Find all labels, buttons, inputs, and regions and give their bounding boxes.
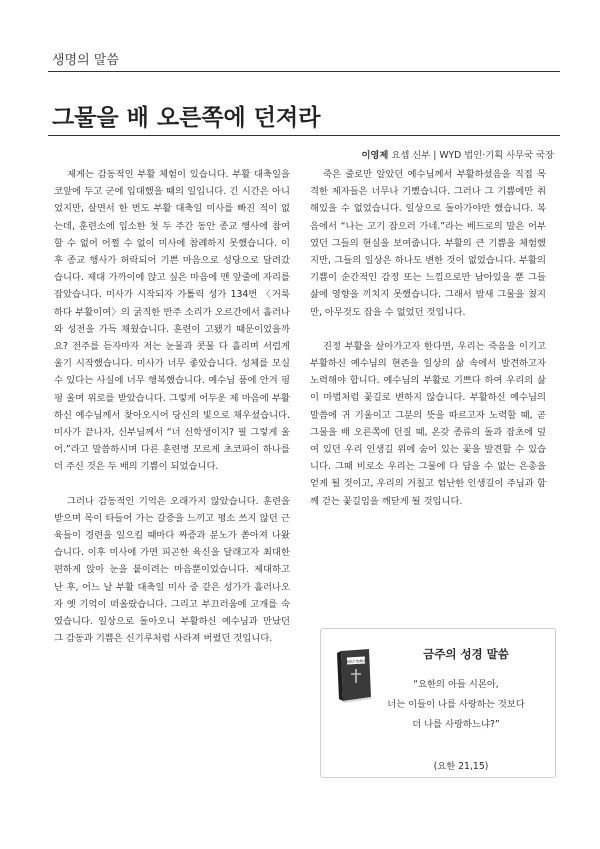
- weekly-verse-box: [320, 628, 556, 778]
- verse-text: [361, 675, 551, 735]
- section-label: 생명의 말씀: [52, 53, 119, 68]
- article-title: 그물을 배 오른쪽에 던져라: [52, 104, 321, 131]
- paragraph: 그러나 감동적인 기억은 오래가지 않았습니다. 훈련을 받으며 목이 타들어 가는 갈증을 느끼고 평소 쓰지 않던 근육들이 경련을 일으킬 때마다 짜증과 분노가 쏟아져 나왔습니다. 이후 미사에 가면 피곤한 육신을 달래고자 최대한 편하게 앉아 눈을 붙이려는 마음뿐이었습니다. 제대하고 난 후, 어느 날 부활 대축일 미사 중 같은 성가가 흘러나오자 옛 기억이 떠올랐습니다. 그리고 부끄러움에 고개를 숙였습니다. 일상으로 돌아오니 부활하신 예수님과 만났던 그 감동과 기쁨은 신기루처럼 사라져 버렸던 것입니다.: [54, 495, 290, 645]
- verse-reference: (요한 21,15): [433, 761, 489, 772]
- paragraph: 죽은 줄로만 알았던 예수님께서 부활하셨음을 직접 목격한 제자들은 너무나 기뻤습니다. 그러나 그 기쁨에만 취해있을 수 없었습니다. 일상으로 돌아가야만 했습니다. 복음에서 “나는 고기 잡으러 가네.”라는 베드로의 말은 어부였던 그들의 현실을 보여줍니다. 부활의 큰 기쁨을 체험했지만, 그들의 일상은 하나도 변한 것이 없었습니다. 부활의 기쁨이 순간적인 감정 또는 느낌으로만 남아있을 뿐 그들 삶에 영향을 끼치지 못했습니다. 그래서 밤새 그물을 쳤지만, 아무것도 잡을 수 없었던 것입니다.: [310, 169, 546, 318]
- author-name: 이영제: [361, 150, 389, 161]
- author-affiliation: WYD 법인·기획 사무국 국장: [439, 150, 554, 161]
- author-title: 요셉 신부: [391, 150, 431, 161]
- right-column: [310, 166, 546, 527]
- verse-heading: 금주의 성경 말씀: [423, 647, 509, 661]
- verse-line: 너는 이들이 나를 사랑하는 것보다: [387, 699, 525, 710]
- verse-line: “요한의 아들 시몬아,: [413, 679, 499, 690]
- verse-line: 더 나를 사랑하느냐?”: [412, 719, 500, 730]
- bible-cover-label: HOLY BIBLE: [345, 658, 367, 665]
- left-column: [54, 166, 290, 664]
- paragraph: 제게는 감동적인 부활 체험이 있습니다. 부활 대축일을 코앞에 두고 군에 입대했을 때의 일입니다. 긴 시간은 아니었지만, 살면서 한 번도 부활 대축일 미사를 빠진 적이 없는데, 훈련소에 입소한 첫 두 주간 동안 종교 행사에 참여할 수 없어 어쩔 수 없이 미사에 참례하지 못했습니다. 이후 종교 행사가 허락되어 기쁜 마음으로 성당으로 달려갔습니다. 제대 가까이에 앉고 싶은 마음에 맨 앞줄에 자리를 잡았습니다. 미사가 시작되자 가톨릭 성가 134번 〈거룩하다 부활이여〉의 굵직한 반주 소리가 오르간에서 흘러나와 성전을 가득 채웠습니다. 훈련이 고됐기 때문이었을까요? 전주를 듣자마자 저는 눈물과 콧물 다 흘리며 서럽게 울기 시작했습니다. 미사가 너무 좋았습니다. 성체를 모실 수 있다는 사실에 너무 행복했습니다. 예수님 품에 안겨 펑펑 울며 위로를 받았습니다. 그렇게 어두운 제 마음에 부활하신 예수님께서 찾아오시어 당신의 빛으로 채우셨습니다. 미사가 끝나자, 신부님께서 “너 신학생이지? 필 그렇게 울어.”라고 말씀하시며 다른 훈련병 모르게 초코파이 하나를 더 주신 것은 두 배의 기쁨이 되었습니다.: [54, 169, 290, 473]
- section-header: [48, 40, 560, 72]
- paragraph: 진정 부활을 살아가고자 한다면, 우리는 죽음을 이기고 부활하신 예수님의 현존을 일상의 삶 속에서 발견하고자 노력해야 합니다. 예수님의 부활로 기쁘다 하여 우리의 삶이 마법처럼 꽃길로 변하지 않습니다. 부활하신 예수님의 말씀에 귀 기울이고 그분의 뜻을 따르고자 노력할 때, 곧 그물을 배 오른쪽에 던질 때, 온갖 종류의 돌과 잡초에 덮여 있던 우리 인생길 위에 숨어 있는 꽃을 발견할 수 있습니다. 그때 비로소 우리는 그물에 다 담을 수 없는 은총을 얻게 될 것이고, 우리의 거칠고 험난한 인생길이 주님과 함께 걷는 꽃길임을 깨닫게 될 것입니다.: [310, 340, 546, 507]
- title-divider: [48, 135, 560, 136]
- byline-separator: |: [433, 150, 440, 161]
- byline: [361, 147, 554, 161]
